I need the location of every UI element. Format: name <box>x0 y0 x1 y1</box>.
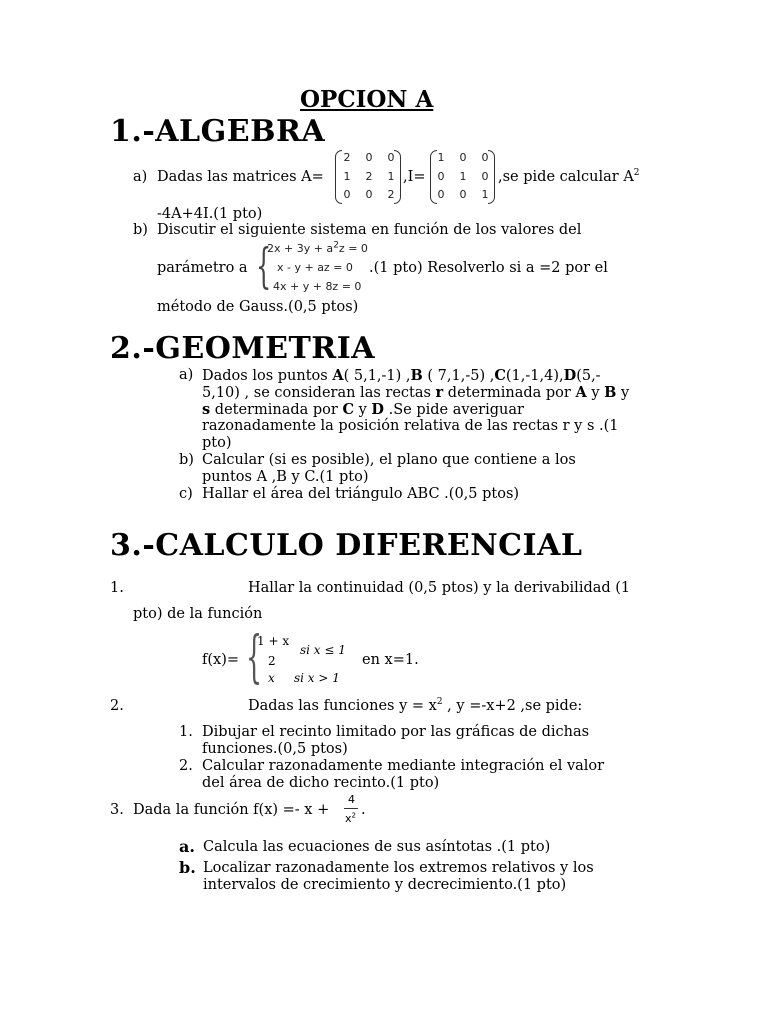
bold-letter: D <box>371 401 384 418</box>
bold-letter: C <box>342 401 354 418</box>
text-line <box>202 401 524 419</box>
matrix-cell: 0 <box>343 188 351 201</box>
text-fragment: Dadas las funciones y = x <box>248 698 437 714</box>
text-fragment: Dados los puntos <box>202 368 333 384</box>
item-marker: b. <box>179 858 196 877</box>
bold-letter: s <box>202 401 211 418</box>
item-number: 3. <box>110 802 124 818</box>
text-line: del área de dicho recinto.(1 pto) <box>202 775 440 791</box>
text-line: f(x)= <box>202 652 240 668</box>
text-fragment: determinada por <box>443 385 576 401</box>
matrix-cell: 0 <box>365 188 373 201</box>
text-line: método de Gauss.(0,5 ptos) <box>157 299 359 315</box>
text-fragment: .Se pide averiguar <box>384 402 524 418</box>
equation-line <box>267 242 368 255</box>
text-line: puntos A ,B y C.(1 pto) <box>202 469 369 485</box>
piece-expr: 1 + x <box>257 634 290 648</box>
item-marker: a) <box>179 367 194 383</box>
item-number: 1. <box>110 580 124 596</box>
bold-letter: B <box>604 384 617 401</box>
matrix-cell: 0 <box>459 151 467 164</box>
item-marker: b) <box>133 222 148 238</box>
text-line: Discutir el siguiente sistema en función de los valores del <box>157 222 582 238</box>
fraction-denominator <box>345 812 356 825</box>
page-title: OPCION A <box>300 86 434 113</box>
bold-letter: C <box>494 367 506 384</box>
text-line: Hallar el área del triángulo ABC .(0,5 ptos) <box>202 486 520 502</box>
text-line <box>202 367 601 385</box>
text-line <box>202 384 629 402</box>
superscript: 2 <box>436 697 443 708</box>
item-number: 2. <box>179 758 193 774</box>
bold-letter: A <box>332 367 344 384</box>
text-line: pto) <box>202 435 232 451</box>
matrix-cell: 0 <box>387 151 395 164</box>
superscript: 2 <box>633 168 640 179</box>
piece-cond: si x > 1 <box>294 671 340 685</box>
text-line: razonadamente la posición relativa de las rectas r y s .(1 <box>202 418 619 434</box>
item-marker: c) <box>179 486 193 502</box>
equation-line: x - y + az = 0 <box>277 261 353 274</box>
text-line <box>498 169 640 186</box>
matrix-cell: 2 <box>365 170 373 183</box>
text-fragment: y <box>354 402 372 418</box>
piece-expr: x <box>268 671 275 685</box>
superscript: 2 <box>351 811 356 820</box>
text-fragment: , y =-x+2 ,se pide: <box>442 698 583 714</box>
text-fragment: ,se pide calcular A <box>498 169 634 185</box>
bold-letter: B <box>410 367 423 384</box>
section-heading-calculo: 3.-CALCULO DIFERENCIAL <box>110 528 583 563</box>
matrix-cell: 0 <box>365 151 373 164</box>
text-line: ,I= <box>403 169 426 185</box>
text-line: Dadas las matrices A= <box>157 169 324 185</box>
text-fragment: (5,- <box>576 368 601 384</box>
section-heading-geometria: 2.-GEOMETRIA <box>110 331 376 366</box>
matrix-cell: 1 <box>387 170 395 183</box>
matrix-cell: 2 <box>387 188 395 201</box>
matrix-cell: 1 <box>343 170 351 183</box>
text-line: . <box>361 802 366 818</box>
text-fragment: ( 5,1,-1) , <box>343 368 411 384</box>
text-line: Dada la función f(x) =- x + <box>133 802 330 818</box>
text-fragment: y <box>616 385 630 401</box>
matrix-cell: 0 <box>437 170 445 183</box>
text-fragment: ( 7,1,-5) , <box>422 368 495 384</box>
text-line: Calcular razonadamente mediante integración el valor <box>202 758 605 774</box>
superscript: 2 <box>333 240 339 251</box>
text-line: .(1 pto) Resolverlo si a =2 por el <box>369 260 608 276</box>
matrix-cell: 0 <box>437 188 445 201</box>
matrix-cell: 1 <box>437 151 445 164</box>
text-line: Hallar la continuidad (0,5 ptos) y la derivabilidad (1 <box>248 580 631 596</box>
matrix-cell: 1 <box>481 188 489 201</box>
text-fragment: (1,-1,4), <box>505 368 564 384</box>
text-line: pto) de la función <box>133 606 263 622</box>
matrix-cell: 0 <box>481 170 489 183</box>
text-line: Dibujar el recinto limitado por las gráficas de dichas <box>202 724 590 740</box>
section-heading-algebra: 1.-ALGEBRA <box>110 114 326 149</box>
text-fragment: 5,10) , se consideran las rectas <box>202 385 436 401</box>
text-fragment: x <box>345 812 352 825</box>
matrix-cell: 2 <box>343 151 351 164</box>
bold-letter: A <box>575 384 587 401</box>
piece-expr: 2 <box>268 654 276 668</box>
text-line <box>248 698 582 715</box>
text-line: funciones.(0,5 ptos) <box>202 741 348 757</box>
text-line: Localizar razonadamente los extremos relativos y los <box>203 860 594 876</box>
item-marker: b) <box>179 452 194 468</box>
item-marker: a. <box>179 837 195 856</box>
text-line: parámetro a <box>157 260 248 276</box>
eq-fragment: 2x + 3y + a <box>267 242 334 255</box>
text-fragment: determinada por <box>210 402 343 418</box>
item-number: 1. <box>179 724 193 740</box>
matrix-cell: 1 <box>459 170 467 183</box>
text-fragment: y <box>586 385 605 401</box>
piece-cond: si x ≤ 1 <box>300 643 346 657</box>
text-line: Calcular (si es posible), el plano que contiene a los <box>202 452 576 468</box>
matrix-cell: 0 <box>459 188 467 201</box>
text-line: -4A+4I.(1 pto) <box>157 206 263 222</box>
equation-line: 4x + y + 8z = 0 <box>273 280 362 293</box>
fraction-numerator: 4 <box>348 793 355 806</box>
eq-fragment: z = 0 <box>338 242 368 255</box>
text-line: en x=1. <box>362 652 419 668</box>
text-line: Calcula las ecuaciones de sus asíntotas .(1 pto) <box>203 839 551 855</box>
bold-letter: D <box>563 367 577 384</box>
item-number: 2. <box>110 698 124 714</box>
item-marker: a) <box>133 169 148 185</box>
text-line: intervalos de crecimiento y decrecimiento.(1 pto) <box>203 877 567 893</box>
matrix-cell: 0 <box>481 151 489 164</box>
bold-letter: r <box>435 384 444 401</box>
